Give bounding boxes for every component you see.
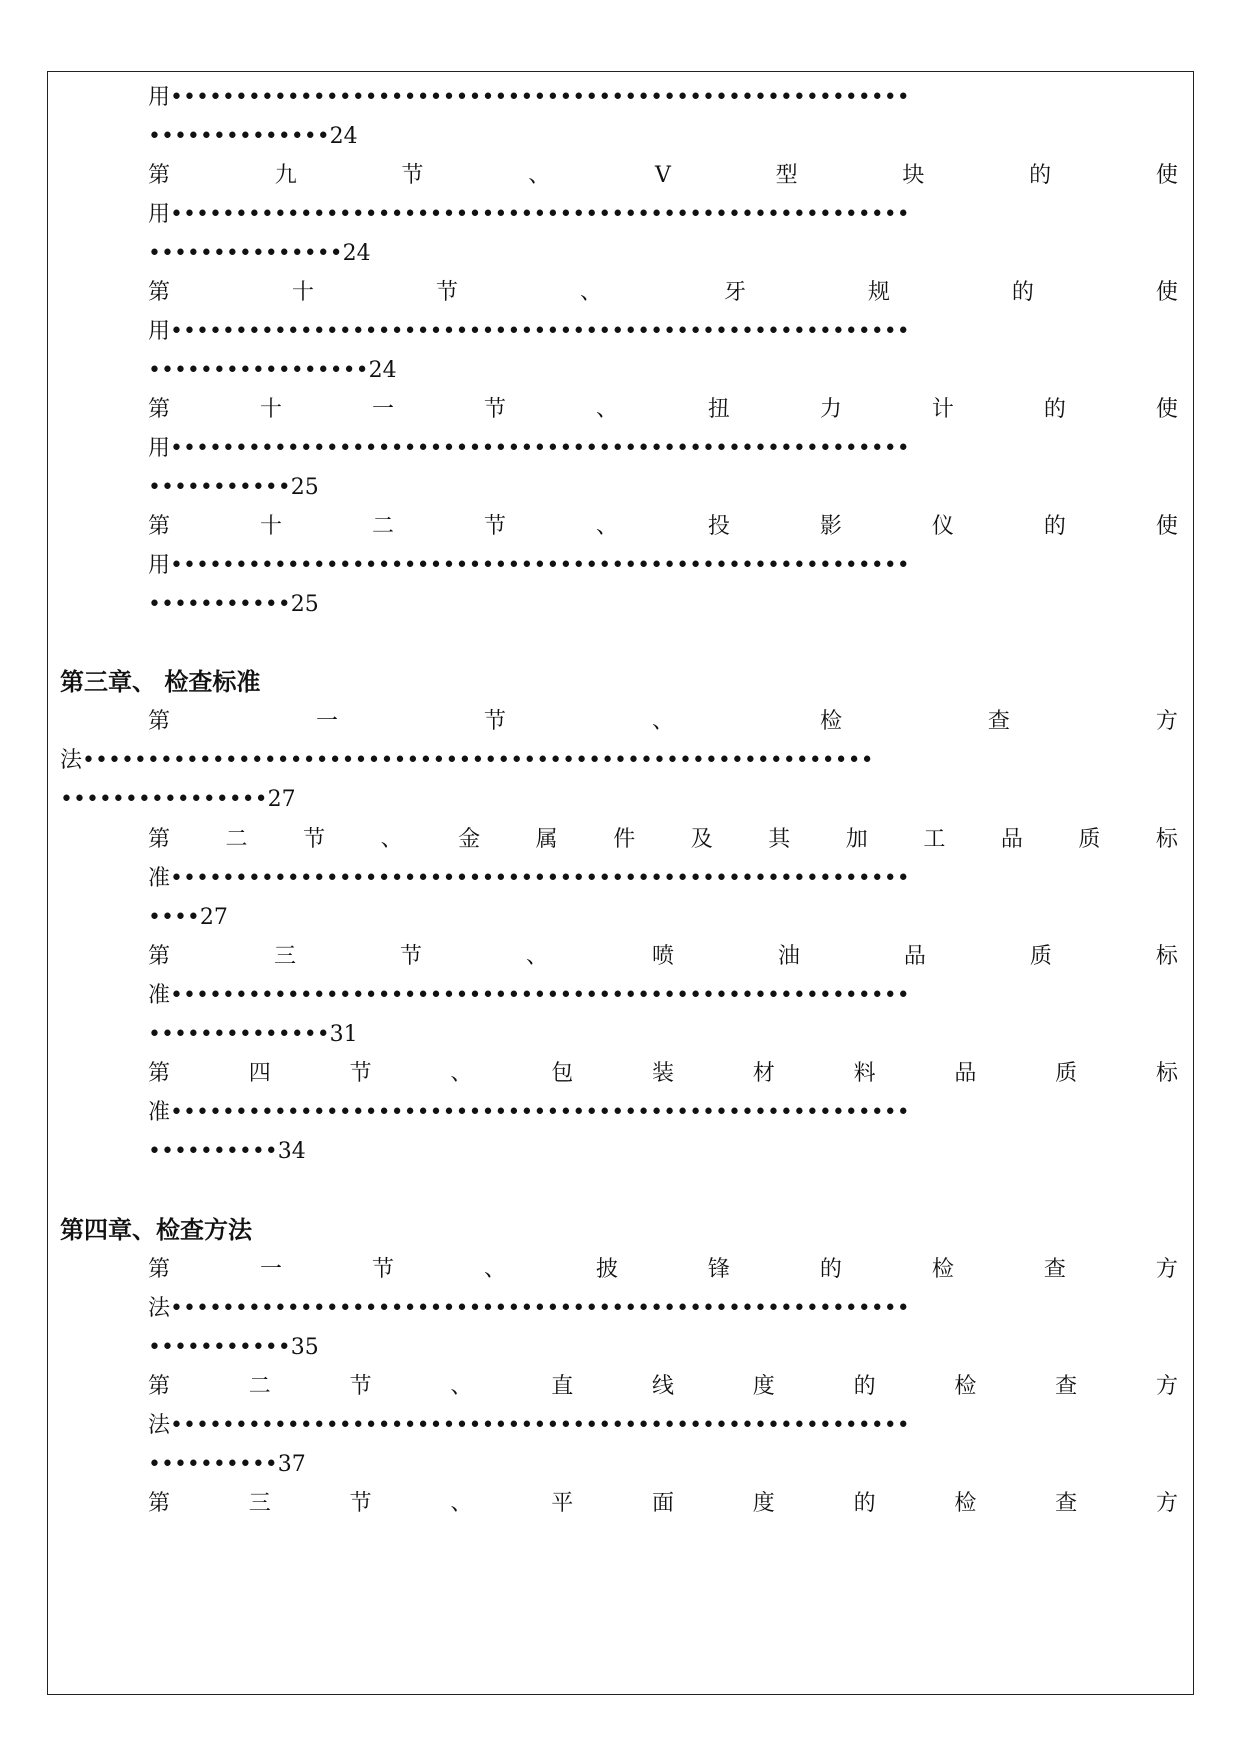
toc-heading-char: 查 [1055,1491,1078,1516]
toc-heading-char: 第 [148,514,171,539]
toc-tail-char: 法 [148,1296,171,1321]
toc-heading-char: 三 [273,944,296,969]
toc-entry-page-line: •••••••••••35 [148,1335,319,1360]
toc-heading-char: 力 [819,397,842,422]
toc-entry-page-line: •••••••••••••••24 [148,241,371,266]
toc-heading-char: 质 [1078,827,1101,852]
toc-page-number: 27 [199,905,228,930]
toc-entry-c3e4[interactable] [148,1054,1178,1094]
toc-heading-char: 节 [303,827,326,852]
toc-entry-leader: 法••••••••••••••••••••••••••••••••••••••••••••••••••••••••• [148,1296,910,1321]
toc-heading-char: 节 [349,1374,372,1399]
toc-heading-char: 品 [1000,827,1023,852]
toc-entry-page-line: ••••••••••34 [148,1139,306,1164]
toc-heading-char: 二 [371,514,394,539]
toc-heading-char: 检 [819,709,842,734]
toc-heading-char: 及 [690,827,713,852]
toc-entry-e12[interactable] [148,507,1178,547]
toc-heading-char: 、 [525,944,548,969]
toc-heading-char: 检 [954,1374,977,1399]
toc-heading-char: 方 [1155,1491,1178,1516]
toc-heading-char: 计 [931,397,954,422]
toc-page-number: 24 [342,241,371,266]
toc-heading-char: 一 [315,709,338,734]
toc-heading-char: 节 [371,1257,394,1282]
toc-entry-e11[interactable] [148,390,1178,430]
toc-entry-leader: 用••••••••••••••••••••••••••••••••••••••••••••••••••••••••• [148,202,910,227]
toc-heading-char: 、 [450,1061,473,1086]
toc-entry-page-line: •••••••••••25 [148,592,319,617]
toc-tail-char: 用 [148,553,171,578]
toc-heading-char: 标 [1155,944,1178,969]
toc-heading-char: 度 [752,1374,775,1399]
toc-heading-char: 节 [483,397,506,422]
toc-heading-char: 锋 [707,1257,730,1282]
toc-heading-char: 第 [148,827,171,852]
toc-heading-char: 喷 [651,944,674,969]
toc-heading-char: 第 [148,1374,171,1399]
toc-entry-c4e1[interactable] [148,1250,1178,1290]
toc-heading-char: 披 [595,1257,618,1282]
toc-heading-char: 牙 [723,280,746,305]
toc-heading-char: 的 [853,1491,876,1516]
toc-page-number: 24 [368,358,397,383]
toc-heading-char: 直 [551,1374,574,1399]
toc-heading-char: 节 [349,1491,372,1516]
toc-heading-char: 九 [274,163,297,188]
toc-heading-char: 的 [853,1374,876,1399]
toc-tail-char: 法 [60,748,83,773]
toc-heading-char: 第 [148,280,171,305]
toc-heading-char: 装 [651,1061,674,1086]
toc-heading-char: 检 [954,1491,977,1516]
toc-heading-char: 件 [613,827,636,852]
toc-entry-c4e2[interactable] [148,1367,1178,1407]
toc-heading-char: 节 [399,944,422,969]
toc-heading-char: 投 [707,514,730,539]
toc-heading-char: 、 [483,1257,506,1282]
toc-heading-char: 方 [1155,1374,1178,1399]
toc-heading-char: 、 [528,163,551,188]
toc-heading-char: 一 [371,397,394,422]
toc-heading-char: 查 [1043,1257,1066,1282]
toc-page-number: 25 [290,475,319,500]
toc-page-number: 37 [277,1452,306,1477]
toc-tail-char: 准 [148,866,171,891]
toc-heading-char: 节 [435,280,458,305]
toc-entry-page-line: •••••••••••25 [148,475,319,500]
toc-heading-char: 三 [248,1491,271,1516]
toc-heading-char: 、 [595,397,618,422]
toc-heading-char: 质 [1055,1061,1078,1086]
toc-heading-char: 十 [291,280,314,305]
toc-heading-char: 金 [458,827,481,852]
toc-entry-page-line: ••••27 [148,905,228,930]
toc-heading-char: 节 [483,709,506,734]
toc-heading-char: 影 [819,514,842,539]
toc-heading-char: 材 [752,1061,775,1086]
toc-heading-char: 第 [148,709,171,734]
toc-heading-char: 使 [1155,163,1178,188]
toc-entry-page-line: •••••••••••••••••24 [148,358,397,383]
toc-heading-char: 标 [1155,827,1178,852]
toc-heading-char: 第 [148,163,171,188]
toc-heading-char: 规 [867,280,890,305]
toc-entry-page-line: ••••••••••37 [148,1452,306,1477]
toc-heading-char: 扭 [707,397,730,422]
toc-heading-char: 品 [903,944,926,969]
toc-heading-char: 检 [931,1257,954,1282]
toc-heading-char: 第 [148,944,171,969]
toc-entry-e10[interactable] [148,273,1178,313]
toc-page-number: 24 [329,124,358,149]
toc-tail-char: 用 [148,85,171,110]
toc-page-number: 34 [277,1139,306,1164]
toc-heading-char: 仪 [931,514,954,539]
toc-heading-char: 十 [259,514,282,539]
toc-heading-char: 第 [148,397,171,422]
toc-entry-leader: 用••••••••••••••••••••••••••••••••••••••••••••••••••••••••• [148,436,910,461]
toc-entry-page-line: ••••••••••••••••27 [60,787,296,812]
toc-heading-char: 、 [579,280,602,305]
toc-heading-char: 的 [1011,280,1034,305]
toc-entry-page-line: ••••••••••••••24 [148,124,358,149]
chapter-heading[interactable]: 第三章、 检查标准 [60,668,261,696]
toc-heading-char: 第 [148,1257,171,1282]
toc-heading-char: 的 [819,1257,842,1282]
toc-entry-c3e2[interactable] [148,820,1178,860]
toc-heading-char: 的 [1029,163,1052,188]
toc-heading-char: 第 [148,1491,171,1516]
toc-heading-char: 、 [380,827,403,852]
toc-entry-leader: 用••••••••••••••••••••••••••••••••••••••••••••••••••••••••• [148,553,910,578]
toc-heading-char: 品 [954,1061,977,1086]
toc-entry-leader: 用••••••••••••••••••••••••••••••••••••••••••••••••••••••••• [148,319,910,344]
toc-heading-char: 使 [1155,280,1178,305]
toc-entry-page-line: ••••••••••••••31 [148,1022,358,1047]
toc-heading-char: 质 [1029,944,1052,969]
toc-entry-c4e3[interactable] [148,1484,1178,1524]
toc-heading-char: 、 [595,514,618,539]
toc-tail-char: 用 [148,202,171,227]
toc-heading-char: 包 [551,1061,574,1086]
toc-tail-char: 用 [148,436,171,461]
toc-heading-char: 二 [248,1374,271,1399]
toc-heading-char: 工 [923,827,946,852]
toc-heading-char: 、 [450,1374,473,1399]
toc-heading-char: 一 [259,1257,282,1282]
toc-heading-char: 面 [651,1491,674,1516]
toc-page-number: 25 [290,592,319,617]
toc-heading-char: 属 [535,827,558,852]
toc-entry-c3e3[interactable] [148,937,1178,977]
toc-entry-leader: 法••••••••••••••••••••••••••••••••••••••••••••••••••••••••• [148,1413,910,1438]
toc-entry-leader: 准••••••••••••••••••••••••••••••••••••••••••••••••••••••••• [148,866,910,891]
toc-heading-char: 其 [768,827,791,852]
toc-heading-char: 平 [551,1491,574,1516]
toc-heading-char: 方 [1155,1257,1178,1282]
toc-heading-char: 线 [651,1374,674,1399]
toc-heading-char: 使 [1155,397,1178,422]
toc-heading-char: 度 [752,1491,775,1516]
toc-heading-char: 节 [483,514,506,539]
toc-heading-char: 第 [148,1061,171,1086]
toc-heading-char: 的 [1043,514,1066,539]
toc-entry-leader: 准••••••••••••••••••••••••••••••••••••••••••••••••••••••••• [148,1100,910,1125]
toc-tail-char: 准 [148,983,171,1008]
toc-heading-char: 二 [225,827,248,852]
toc-page-number: 31 [329,1022,358,1047]
toc-entry-e9[interactable] [148,156,1178,196]
toc-entry-c3e1[interactable] [148,702,1178,742]
toc-heading-char: 加 [845,827,868,852]
toc-entry-leader: 法••••••••••••••••••••••••••••••••••••••••••••••••••••••••••••• [60,748,874,773]
toc-heading-char: 的 [1043,397,1066,422]
toc-heading-char: 油 [777,944,800,969]
toc-heading-char: 、 [651,709,674,734]
toc-heading-char: 四 [248,1061,271,1086]
toc-heading-char: 料 [853,1061,876,1086]
toc-heading-char: 块 [902,163,925,188]
toc-heading-char: 节 [349,1061,372,1086]
toc-tail-char: 准 [148,1100,171,1125]
toc-entry-leader: 准••••••••••••••••••••••••••••••••••••••••••••••••••••••••• [148,983,910,1008]
toc-page-number: 35 [290,1335,319,1360]
toc-heading-char: 使 [1155,514,1178,539]
toc-heading-char: 查 [987,709,1010,734]
toc-heading-char: 、 [450,1491,473,1516]
toc-heading-char: 型 [775,163,798,188]
toc-tail-char: 法 [148,1413,171,1438]
toc-heading-char: 查 [1055,1374,1078,1399]
toc-tail-char: 用 [148,319,171,344]
toc-entry-leader: 用••••••••••••••••••••••••••••••••••••••••••••••••••••••••• [148,85,910,110]
chapter-heading[interactable]: 第四章、检查方法 [60,1216,252,1244]
toc-heading-char: 方 [1155,709,1178,734]
toc-heading-char: 节 [401,163,424,188]
toc-page-number: 27 [267,787,296,812]
toc-heading-char: 标 [1155,1061,1178,1086]
toc-heading-char: V [655,163,671,188]
toc-heading-char: 十 [259,397,282,422]
